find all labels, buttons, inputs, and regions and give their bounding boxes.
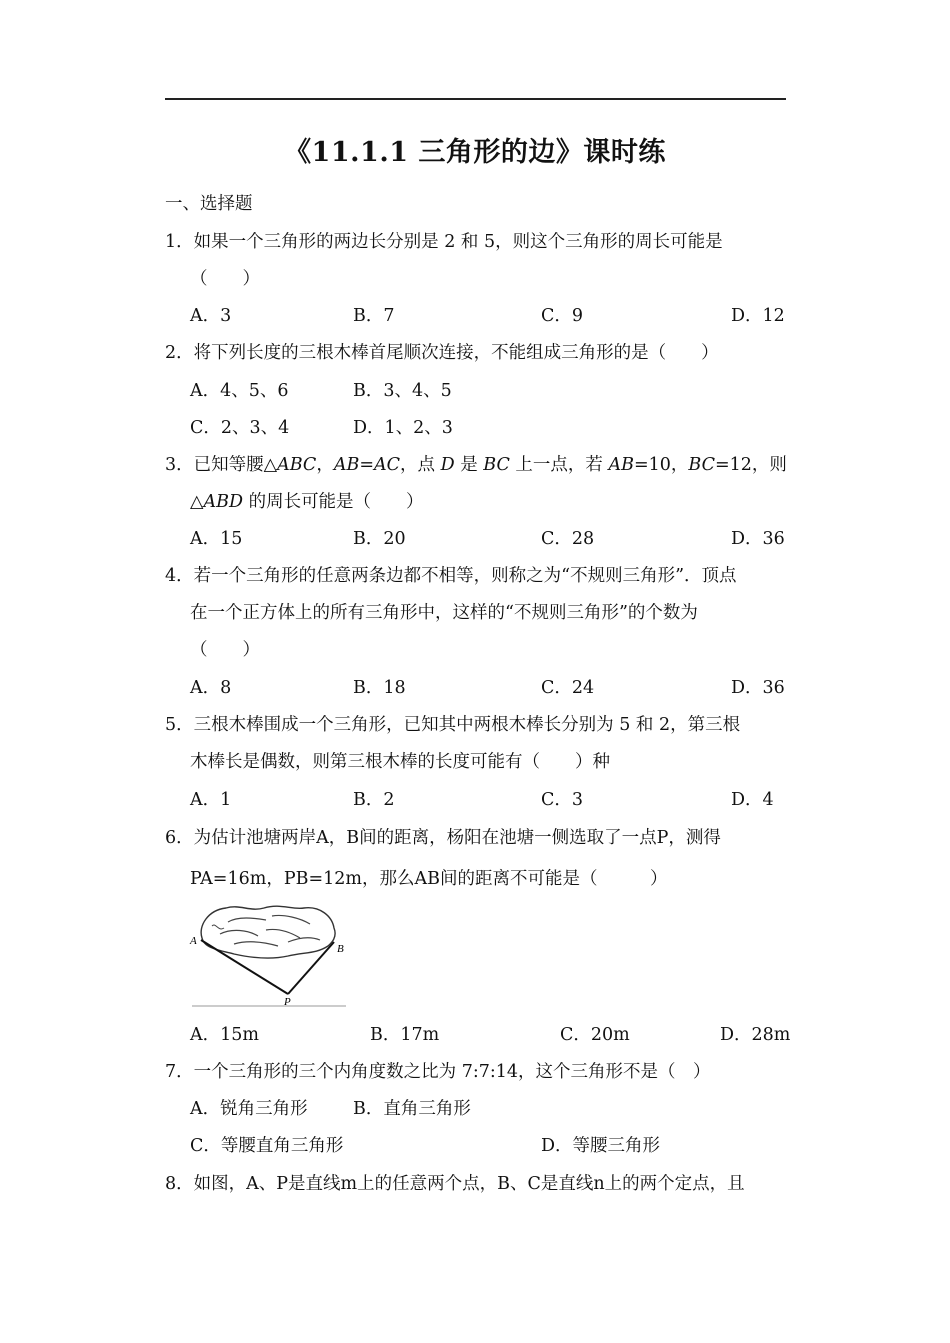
- segment-pb: [288, 942, 334, 994]
- pond-ripple: [266, 929, 300, 938]
- q3-option-b: B．20: [353, 529, 406, 549]
- q3-text: 上一点，若: [509, 455, 609, 475]
- q1-option-d: D．12: [731, 306, 785, 326]
- q2-option-b: B．3、4、5: [353, 381, 452, 401]
- q3-var: ABD: [203, 492, 243, 512]
- q5-stem-cont: 木棒长是偶数，则第三根木棒的长度可能有（ ）种: [190, 752, 610, 772]
- pond-ripple: [212, 925, 224, 929]
- q4-option-c: C．24: [541, 678, 595, 698]
- q7-option-b: B．直角三角形: [353, 1099, 471, 1119]
- q2-option-c: C．2、3、4: [190, 418, 290, 438]
- q3-text: ，点: [400, 455, 441, 475]
- q3-text: △: [190, 492, 204, 512]
- q4-stem: 4．若一个三角形的任意两条边都不相等，则称之为“不规则三角形”．顶点: [165, 566, 737, 586]
- q5-option-b: B．2: [353, 790, 395, 810]
- q5-option-a: A．1: [190, 790, 232, 810]
- pond-ripple: [228, 918, 266, 922]
- pond-ripple: [272, 915, 310, 924]
- q6-option-a: A．15m: [190, 1025, 260, 1045]
- q3-text: 是: [454, 455, 484, 475]
- q5-option-c: C．3: [541, 790, 584, 810]
- q3-stem: [165, 451, 787, 476]
- q3-var: D: [440, 455, 455, 475]
- page-title: 《11.1.1 三角形的边》课时练: [284, 137, 666, 168]
- q6-option-c: C．20m: [560, 1025, 630, 1045]
- pond-ripple: [220, 930, 258, 936]
- pond-ripple: [288, 938, 320, 942]
- label-a: A: [190, 935, 197, 947]
- q1-option-a: A．3: [190, 306, 232, 326]
- q3-var: AC: [373, 455, 401, 475]
- q2-option-a: A．4、5、6: [190, 381, 289, 401]
- q1-option-b: B．7: [353, 306, 395, 326]
- q3-text: 3．已知等腰△: [165, 455, 278, 475]
- q4-stem-cont: （ ）: [190, 640, 260, 660]
- q6-stem-cont: PA=16m，PB=12m，那么AB间的距离不可能是（ ）: [190, 869, 668, 889]
- q3-var: BC: [483, 455, 510, 475]
- q3-var: AB: [333, 455, 360, 475]
- q3-text: 的周长可能是（ ）: [243, 492, 424, 512]
- label-b: B: [337, 943, 344, 955]
- q3-option-d: D．36: [731, 529, 785, 549]
- label-p: P: [284, 996, 291, 1008]
- q3-option-a: A．15: [190, 529, 243, 549]
- q5-stem: 5．三根木棒围成一个三角形，已知其中两根木棒长分别为 5 和 2，第三根: [165, 715, 741, 735]
- q3-text: =: [359, 455, 374, 475]
- q4-option-a: A．8: [190, 678, 232, 698]
- q7-option-a: A．锐角三角形: [190, 1099, 308, 1119]
- q1-option-c: C．9: [541, 306, 584, 326]
- q3-stem-cont: [190, 488, 424, 513]
- pond-ripple: [234, 942, 278, 946]
- q7-stem: 7．一个三角形的三个内角度数之比为 7:7:14，这个三角形不是（ ）: [165, 1062, 711, 1082]
- segment-pa: [201, 940, 288, 994]
- q3-var: BC: [688, 455, 715, 475]
- pond-figure: [188, 902, 350, 1010]
- q6-option-d: D．28m: [720, 1025, 791, 1045]
- q7-option-d: D．等腰三角形: [541, 1136, 661, 1156]
- q1-stem-cont: （ ）: [190, 269, 260, 289]
- q4-option-b: B．18: [353, 678, 406, 698]
- q4-stem-cont: 在一个正方体上的所有三角形中，这样的“不规则三角形”的个数为: [190, 603, 698, 623]
- q3-text: ，: [316, 455, 334, 475]
- q7-option-c: C．等腰直角三角形: [190, 1136, 344, 1156]
- q6-option-b: B．17m: [370, 1025, 440, 1045]
- pond-outline: [201, 906, 335, 958]
- header-rule: [165, 98, 786, 100]
- q2-option-d: D．1、2、3: [353, 418, 453, 438]
- q8-stem: 8．如图，A、P是直线m上的任意两个点，B、C是直线n上的两个定点，且: [165, 1174, 745, 1194]
- q3-option-c: C．28: [541, 529, 595, 549]
- section-heading: 一、选择题: [165, 194, 253, 214]
- q3-var: AB: [608, 455, 634, 475]
- q1-stem: 1．如果一个三角形的两边长分别是 2 和 5，则这个三角形的周长可能是: [165, 232, 723, 252]
- q3-text: =10，: [633, 455, 689, 475]
- q6-stem: 6．为估计池塘两岸A，B间的距离，杨阳在池塘一侧选取了一点P，测得: [165, 828, 721, 848]
- q3-var: ABC: [277, 455, 317, 475]
- q4-option-d: D．36: [731, 678, 785, 698]
- q3-text: =12，则: [715, 455, 787, 475]
- q5-option-d: D．4: [731, 790, 774, 810]
- q2-stem: 2．将下列长度的三根木棒首尾顺次连接，不能组成三角形的是（ ）: [165, 343, 719, 363]
